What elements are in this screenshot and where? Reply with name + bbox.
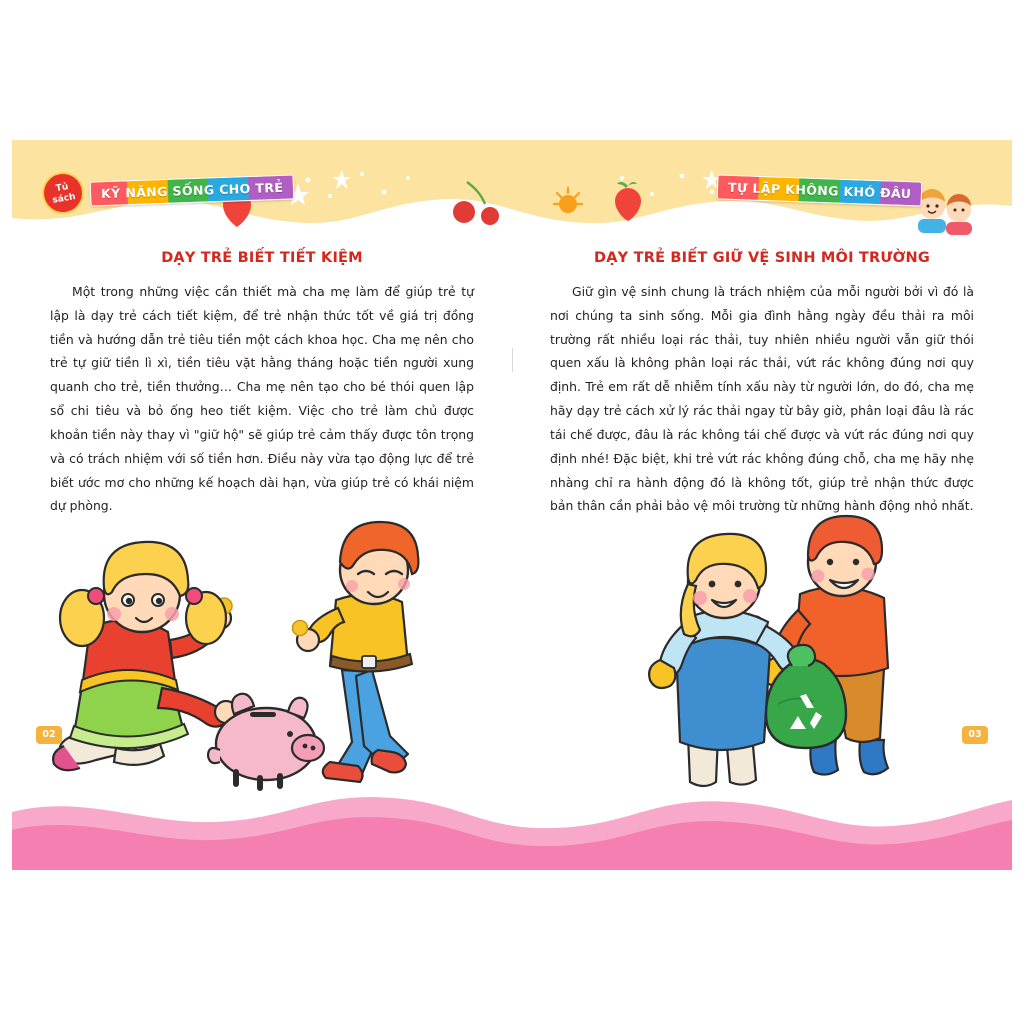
series-ribbon-right: TỰ LẬP KHÔNG KHÓ ĐÂU [716, 174, 922, 206]
bottom-decorative-band [12, 778, 1012, 870]
left-page-illustration [12, 500, 512, 800]
book-spread [12, 140, 1012, 870]
stamp-line-1: Tủ [55, 182, 70, 195]
left-page-heading: DẠY TRẺ BIẾT TIẾT KIỆM [161, 250, 363, 266]
bottom-band-shape [12, 778, 1012, 870]
right-page [512, 240, 1012, 800]
column-divider [512, 348, 513, 372]
right-page-heading: DẠY TRẺ BIẾT GIỮ VỆ SINH MÔI TRƯỜNG [594, 250, 930, 266]
girl-with-bag-illustration [649, 534, 808, 786]
left-page-paragraph: Một trong những việc cần thiết mà cha mẹ làm để giúp trẻ tự lập là dạy trẻ cách tiết kiệm, để trẻ nhận thức tốt về giá trị đồng tiền và hướng dẫn trẻ tiêu tiền một cách khoa học. Cha mẹ nên cho trẻ tự giữ tiền lì xì, tiền tiêu vặt hằng tháng hoặc tiền người xung quanh cho trẻ, tiền thưởng… Cha mẹ nên tạo cho bé thói quen lập sổ chi tiêu và bỏ ống heo tiết kiệm. Việc cho trẻ làm chủ được khoản tiền này thay vì "giữ hộ" sẽ giúp trẻ cảm thấy được tôn trọng và có trách nhiệm với số tiền hơn. Điều này vừa tạo động lực để trẻ biết ước mơ cho những kế hoạch dài hạn, vừa giúp trẻ có khái niệm dự phòng. [50, 284, 474, 514]
right-page-number: 03 [962, 726, 988, 744]
series-ribbon-left: KỸ NĂNG SỐNG CHO TRẺ [90, 174, 295, 206]
left-page [12, 240, 512, 800]
spread-columns [12, 240, 1012, 800]
right-page-paragraph: Giữ gìn vệ sinh chung là trách nhiệm của mỗi người bởi vì đó là nơi chúng ta sinh sống. Mỗi gia đình hằng ngày đều thải ra môi trường rất nhiều loại rác thải, tuy nhiên nhiều người vẫn giữ thói quen xấu là không phân loại rác thải, vứt rác không đúng nơi quy định. Trẻ em rất dễ nhiễm tính xấu này từ người lớn, do đó, cha mẹ hãy dạy trẻ cách xử lý rác thải ngay từ bây giờ, phân loại đâu là rác tái chế được, đâu là rác không tái chế được và vứt rác đúng nơi quy định nhé! Đặc biệt, khi trẻ vứt rác không đúng chỗ, cha mẹ hãy nhẹ nhàng chỉ ra hành động đó là không tốt, giúp trẻ nhận thức được bản thân cần phải bảo vệ môi trường từ những hành động nhỏ nhất. [550, 284, 974, 514]
right-page-illustration [512, 500, 1012, 800]
left-page-number: 02 [36, 726, 62, 744]
girl-with-piggy-bank-illustration [53, 542, 237, 770]
stamp-line-2: sách [51, 191, 77, 206]
